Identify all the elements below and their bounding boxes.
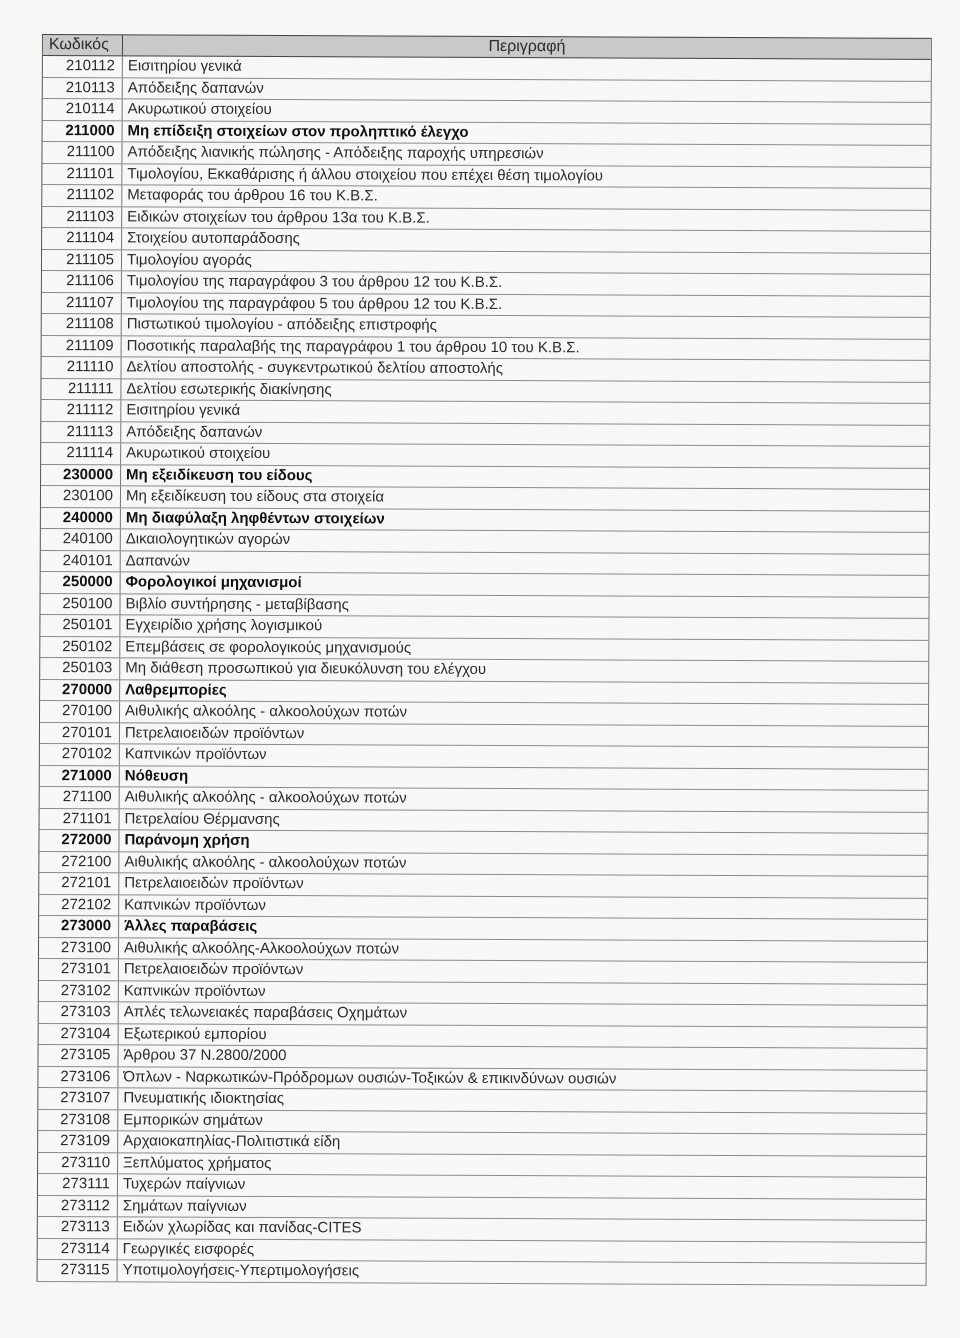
description-cell: Μη εξειδίκευση του είδους: [126, 465, 313, 484]
code-cell: 211105: [42, 250, 122, 271]
code-cell: 211106: [42, 271, 122, 292]
description-cell: Παράνομη χρήση: [124, 831, 250, 849]
description-cell: Πετρελαιοειδών προϊόντων: [124, 723, 305, 742]
description-cell: Καπνικών προϊόντων: [123, 981, 266, 1000]
description-column-header: Περιγραφή: [488, 37, 566, 56]
code-cell: 273113: [38, 1217, 118, 1238]
code-cell: 211103: [42, 207, 122, 228]
code-cell: 211109: [42, 336, 122, 357]
description-cell: Νόθευση: [124, 766, 189, 785]
description-cell: Πετρελαιοειδών προϊόντων: [123, 960, 304, 979]
code-cell: 272100: [39, 851, 119, 872]
description-cell: Εγχειρίδιο χρήσης λογισμικού: [125, 616, 323, 635]
code-cell: 250100: [40, 593, 120, 614]
code-cell: 210114: [43, 99, 123, 120]
description-cell: Τυχερών παίγνιων: [122, 1175, 246, 1193]
code-cell: 211113: [41, 422, 121, 443]
description-cell: Ποσοτικής παραλαβής της παραγράφου 1 του άρθρου 10 του Κ.Β.Σ.: [126, 336, 580, 356]
code-cell: 273105: [38, 1045, 118, 1066]
description-cell: Αρχαιοκαπηλίας-Πολιτιστικά είδη: [123, 1132, 341, 1151]
code-cell: 211104: [42, 228, 122, 249]
code-cell: 273114: [38, 1238, 118, 1259]
description-cell: Πνευματικής ιδιοκτησίας: [123, 1089, 285, 1108]
description-cell: Ξεπλύματος χρήματος: [123, 1153, 272, 1172]
description-cell: Εισιτηρίου γενικά: [126, 401, 241, 419]
description-cell: Άλλες παραβάσεις: [124, 917, 258, 935]
code-cell: 272000: [39, 830, 119, 851]
code-cell: 273102: [39, 980, 119, 1001]
description-cell: Στοιχείου αυτοπαράδοσης: [127, 229, 300, 248]
code-cell: 250103: [40, 658, 120, 679]
code-cell: 273110: [38, 1152, 118, 1173]
description-cell: Άρθρου 37 Ν.2800/2000: [123, 1046, 287, 1065]
code-cell: 273000: [39, 916, 119, 937]
code-cell: 273107: [38, 1088, 118, 1109]
description-cell: Εξωτερικού εμπορίου: [123, 1024, 267, 1043]
description-cell: Δελτίου εσωτερικής διακίνησης: [126, 379, 332, 398]
description-cell: Απόδειξης λιανικής πώλησης - Απόδειξης παροχής υπηρεσιών: [127, 143, 544, 163]
description-cell: Ειδών χλωρίδας και πανίδας-CITES: [122, 1218, 362, 1237]
description-cell: Σημάτων παίγνιων: [122, 1196, 247, 1215]
description-cell: Πιστωτικού τιμολογίου - απόδειξης επιστροφής: [126, 315, 437, 334]
code-cell: 211000: [43, 121, 123, 142]
code-cell: 270100: [40, 701, 120, 722]
code-cell: 271101: [40, 808, 120, 829]
description-cell: Ακυρωτικού στοιχείου: [127, 100, 272, 119]
code-cell: 211107: [42, 293, 122, 314]
description-cell: Αιθυλικής αλκοόλης - αλκοολούχων ποτών: [124, 852, 407, 872]
description-cell: Όπλων - Ναρκωτικών-Πρόδρομων ουσιών-Τοξικών & επικινδύνων ουσιών: [123, 1067, 617, 1088]
description-cell: Τιμολογίου, Εκκαθάρισης ή άλλου στοιχείου που επέχει θέση τιμολογίου: [127, 164, 604, 184]
description-cell: Απλές τελωνειακές παραβάσεις Οχημάτων: [123, 1003, 408, 1022]
description-cell: Μη εξειδίκευση του είδους στα στοιχεία: [125, 487, 385, 506]
code-cell: 240101: [41, 550, 121, 571]
code-cell: 273111: [38, 1174, 118, 1195]
table-row: [38, 1260, 926, 1285]
description-cell: Εμπορικών σημάτων: [123, 1110, 263, 1129]
description-cell: Γεωργικές εισφορές: [122, 1239, 255, 1258]
description-cell: Μη διάθεση προσωπικού για διευκόλυνση του ελέγχου: [125, 659, 487, 678]
description-cell: Δελτίου αποστολής - συγκεντρωτικού δελτίου αποστολής: [126, 358, 503, 378]
description-cell: Αιθυλικής αλκοόλης - αλκοολούχων ποτών: [124, 788, 407, 807]
code-cell: 211112: [41, 400, 121, 421]
description-cell: Δικαιολογητικών αγορών: [125, 530, 291, 549]
description-cell: Τιμολογίου αγοράς: [126, 250, 252, 269]
code-cell: 211100: [42, 142, 122, 163]
code-cell: 273115: [38, 1260, 118, 1281]
code-cell: 270000: [40, 679, 120, 700]
code-cell: 273106: [38, 1066, 118, 1087]
code-cell: 250000: [41, 572, 121, 593]
description-cell: Απόδειξης δαπανών: [126, 422, 263, 441]
description-cell: Μη επίδειξη στοιχείων στον προληπτικό έλεγχο: [127, 121, 469, 141]
code-cell: 273100: [39, 937, 119, 958]
description-cell: Βιβλίο συντήρησης - μεταβίβασης: [125, 594, 349, 613]
code-cell: 230100: [41, 486, 121, 507]
code-cell: 270101: [40, 722, 120, 743]
code-cell: 273103: [39, 1002, 119, 1023]
description-cell: Μεταφοράς του άρθρου 16 του Κ.Β.Σ.: [127, 186, 378, 205]
code-cell: 271100: [40, 787, 120, 808]
description-cell: Τιμολογίου της παραγράφου 3 του άρθρου 12 του Κ.Β.Σ.: [126, 272, 503, 292]
code-cell: 272102: [39, 894, 119, 915]
table-body: [38, 56, 931, 1285]
code-cell: 273108: [38, 1109, 118, 1130]
code-cell: 273112: [38, 1195, 118, 1216]
code-cell: 271000: [40, 765, 120, 786]
code-cell: 240100: [41, 529, 121, 550]
description-cell: Αιθυλικής αλκοόλης - αλκοολούχων ποτών: [125, 702, 408, 721]
description-cell: Λαθρεμπορίες: [125, 680, 227, 699]
code-cell: 270102: [40, 744, 120, 765]
code-cell: 273109: [38, 1131, 118, 1152]
description-cell: Πετρελαίου Θέρμανσης: [124, 809, 280, 828]
code-column-header: Κωδικός: [43, 35, 123, 55]
description-cell: Τιμολογίου της παραγράφου 5 του άρθρου 12 του Κ.Β.Σ.: [126, 293, 503, 313]
description-cell: Ακυρωτικού στοιχείου: [126, 444, 271, 463]
code-table: [37, 34, 932, 1285]
code-cell: 211114: [41, 443, 121, 464]
description-cell: Εισιτηρίου γενικά: [127, 57, 242, 75]
code-cell: 250102: [40, 636, 120, 657]
code-cell: 210112: [43, 56, 123, 77]
code-cell: 210113: [43, 78, 123, 99]
code-cell: 240000: [41, 507, 121, 528]
description-cell: Αιθυλικής αλκοόλης-Αλκοολούχων ποτών: [123, 938, 400, 958]
code-cell: 250101: [40, 615, 120, 636]
description-cell: Απόδειξης δαπανών: [127, 78, 264, 97]
code-cell: 211110: [42, 357, 122, 378]
code-cell: 211102: [42, 185, 122, 206]
description-cell: Πετρελαιοειδών προϊόντων: [124, 874, 304, 893]
description-cell: Επεμβάσεις σε φορολογικούς μηχανισμούς: [125, 637, 412, 657]
description-cell: Μη διαφύλαξη ληφθέντων στοιχείων: [125, 508, 385, 528]
code-cell: 230000: [41, 465, 121, 486]
code-cell: 211108: [42, 314, 122, 335]
code-cell: 211111: [41, 379, 121, 400]
description-cell: Καπνικών προϊόντων: [124, 745, 267, 763]
code-cell: 211101: [42, 164, 122, 185]
code-cell: 272101: [39, 873, 119, 894]
code-cell: 273104: [39, 1023, 119, 1044]
description-cell: Φορολογικοί μηχανισμοί: [125, 573, 302, 592]
description-cell: Υποτιμολογήσεις-Υπερτιμολογήσεις: [122, 1261, 360, 1280]
description-cell: Δαπανών: [125, 551, 190, 570]
code-cell: 273101: [39, 959, 119, 980]
description-cell: Ειδικών στοιχείων του άρθρου 13α του Κ.Β.Σ.: [127, 207, 430, 227]
description-cell: Καπνικών προϊόντων: [124, 895, 266, 914]
